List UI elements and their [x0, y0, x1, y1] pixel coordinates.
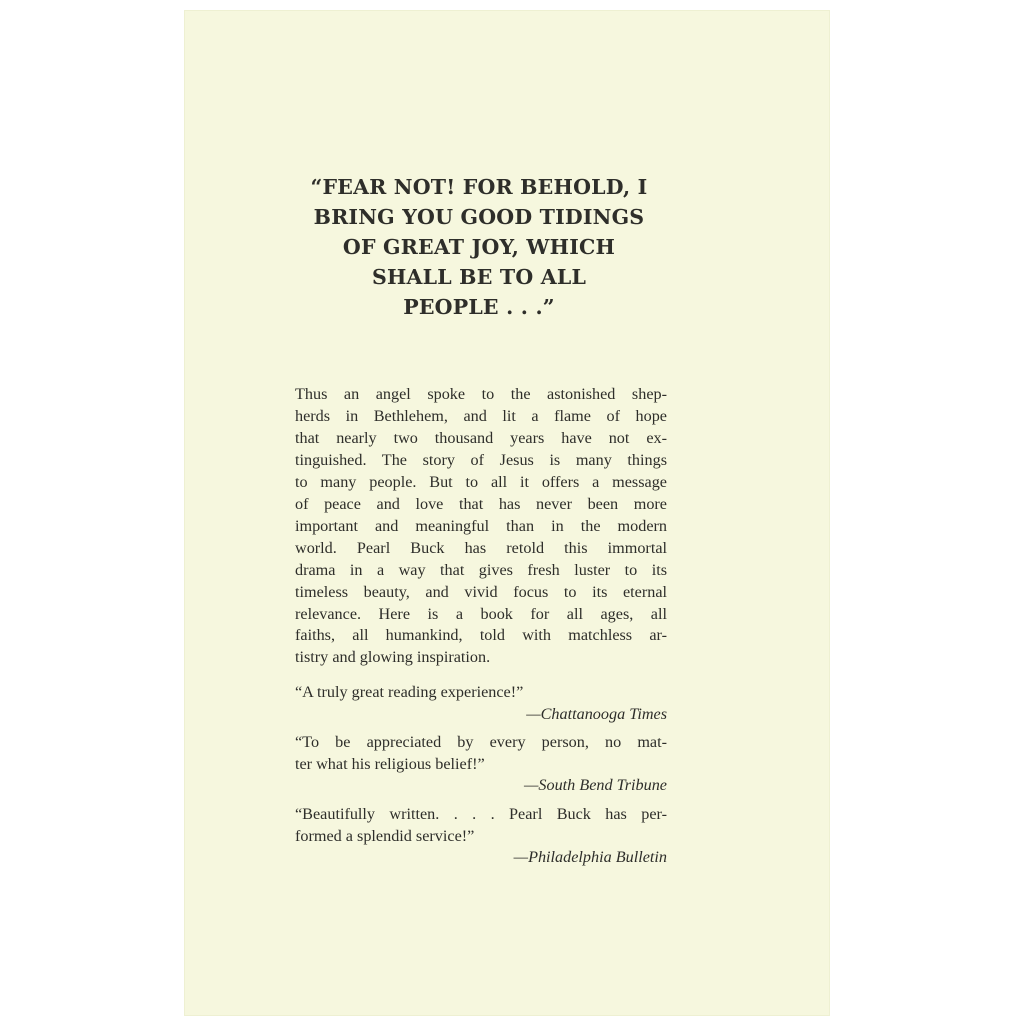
review-text: “A truly great reading experience!”	[295, 683, 524, 701]
book-page	[184, 10, 830, 1016]
description-line: that nearly two thousand years have not ex-	[295, 428, 667, 447]
headline-line: BRING YOU GOOD TIDINGS	[313, 205, 645, 229]
description-line: faiths, all humankind, told with matchless ar-	[295, 626, 667, 645]
review-quote	[295, 732, 667, 797]
review-text: formed a splendid service!”	[295, 826, 475, 845]
review-quote	[295, 682, 667, 725]
description-line: important and meaningful than in the modern	[295, 516, 667, 535]
headline-line: “FEAR NOT! FOR BEHOLD, I	[310, 175, 648, 199]
description-line: to many people. But to all it offers a message	[295, 472, 667, 491]
description-line: drama in a way that gives fresh luster to its	[295, 560, 667, 579]
review-source: —South Bend Tribune	[524, 776, 667, 794]
description-line: world. Pearl Buck has retold this immortal	[295, 538, 667, 557]
description-line: timeless beauty, and vivid focus to its eternal	[295, 582, 667, 601]
headline-line: PEOPLE . . .”	[403, 295, 555, 319]
headline-line: SHALL BE TO ALL	[371, 265, 587, 289]
description-line: tistry and glowing inspiration.	[295, 648, 491, 667]
headline-line: OF GREAT JOY, WHICH	[342, 235, 616, 259]
description-line: Thus an angel spoke to the astonished shep-	[295, 385, 667, 403]
review-quote	[295, 804, 667, 869]
description-line: herds in Bethlehem, and lit a flame of hope	[295, 406, 667, 425]
review-text: ter what his religious belief!”	[295, 754, 485, 773]
review-source: —Chattanooga Times	[526, 704, 667, 723]
description-line: relevance. Here is a book for all ages, all	[295, 604, 667, 623]
review-source: —Philadelphia Bulletin	[513, 848, 667, 866]
review-text: “Beautifully written. . . . Pearl Buck has per-	[295, 805, 667, 823]
description-paragraph	[295, 384, 667, 669]
description-line: tinguished. The story of Jesus is many things	[295, 450, 667, 469]
description-line: of peace and love that has never been more	[295, 494, 667, 513]
review-text: “To be appreciated by every person, no mat-	[295, 733, 667, 751]
headline-quote	[294, 172, 664, 322]
